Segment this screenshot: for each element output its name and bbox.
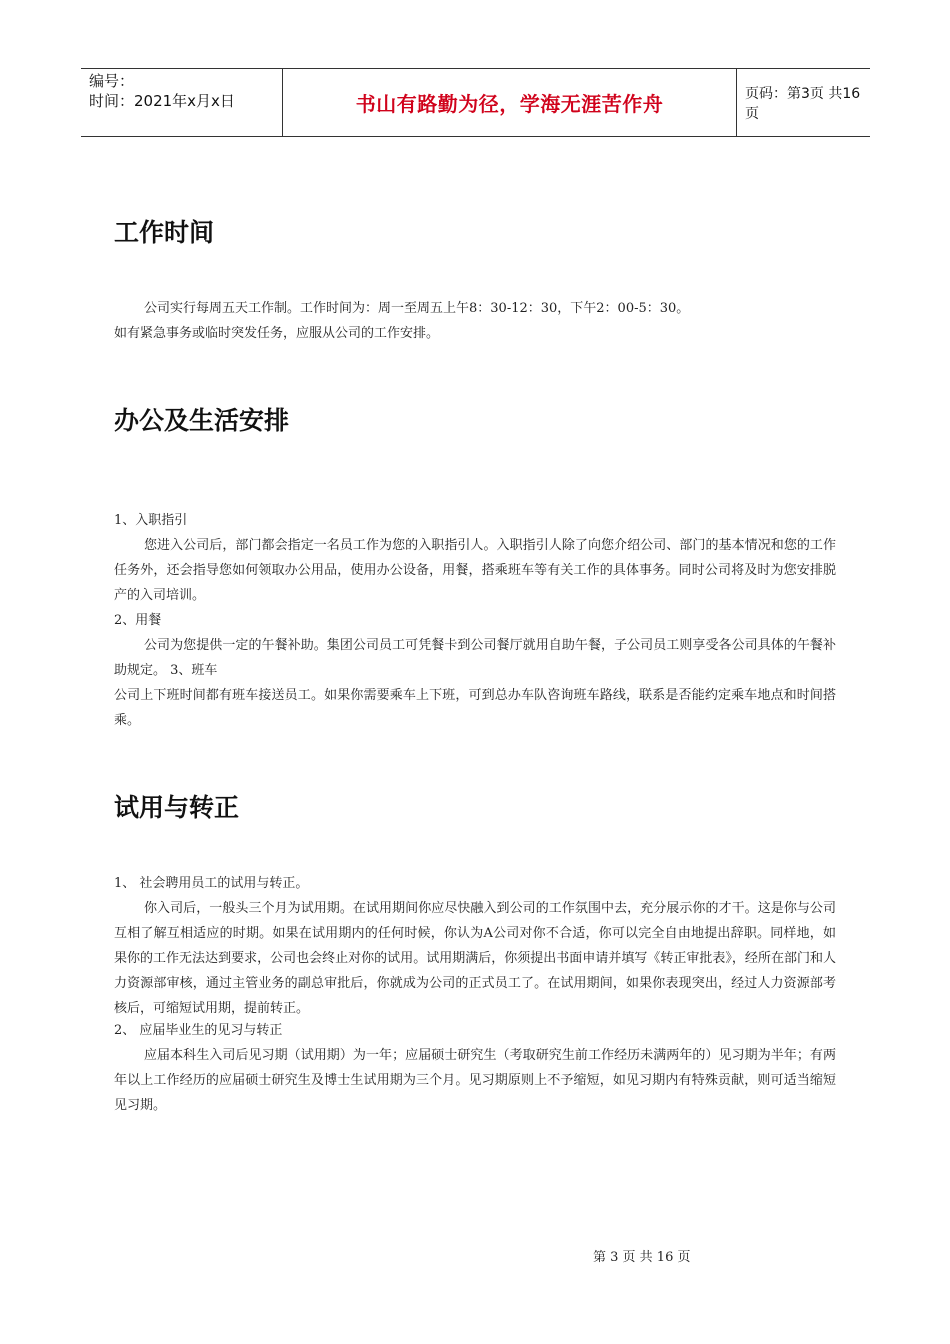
time-label: 时间：2021年x月x日 xyxy=(89,92,235,110)
office-item3-body: 公司上下班时间都有班车接送员工。如果你需要乘车上下班，可到总办车队咨询班车路线，联系是否能约定乘车地点和时间搭乘。 xyxy=(114,688,836,728)
work-time-para1: 公司实行每周五天工作制。工作时间为：周一至周五上午8：30-12：30，下午2：00-5：30。 xyxy=(144,301,690,316)
office-item1-title: 1、入职指引 xyxy=(114,513,188,528)
office-item2-body: 公司为您提供一定的午餐补助。集团公司员工可凭餐卡到公司餐厅就用自助午餐，子公司员工则享受各公司具体的午餐补助规定。 3、班车 xyxy=(114,638,836,678)
section-title-office-life: 办公及生活安排 xyxy=(114,406,290,435)
probation-item1-title: 1、 社会聘用员工的试用与转正。 xyxy=(114,876,309,891)
header-page-info: 页码：第3页 共16页 xyxy=(745,85,861,122)
header-meta xyxy=(81,69,282,136)
probation-item2-body: 应届本科生入司后见习期（试用期）为一年；应届硕士研究生（考取研究生前工作经历未满两年的）见习期为半年；有两年以上工作经历的应届硕士研究生及博士生试用期为三个月。见习期原则上不予缩短，如见习期内有特殊贡献，则可适当缩短见习期。 xyxy=(114,1048,836,1113)
office-item2-title: 2、用餐 xyxy=(114,613,162,628)
work-time-para2: 如有紧急事务或临时突发任务，应服从公司的工作安排。 xyxy=(114,326,440,341)
section-title-work-time: 工作时间 xyxy=(114,218,215,247)
number-label: 编号： xyxy=(89,72,135,90)
probation-item2-title: 2、 应届毕业生的见习与转正 xyxy=(114,1023,283,1038)
page-header xyxy=(81,68,870,137)
section-title-probation: 试用与转正 xyxy=(114,793,240,822)
probation-item1-body: 你入司后，一般头三个月为试用期。在试用期间你应尽快融入到公司的工作氛围中去，充分展示你的才干。这是你与公司互相了解互相适应的时期。如果在试用期内的任何时候，你认为A公司对你不合适，你可以完全自由地提出辞职。同样地，如果你的工作无法达到要求，公司也会终止对你的试用。试用期满后，你须提出书面申请并填写《转正审批表》，经所在部门和人力资源部审核，通过主管业务的副总审批后，你就成为公司的正式员工了。在试用期间，如果你表现突出，经过人力资源部考核后，可缩短试用期，提前转正。 xyxy=(114,901,836,1016)
footer-page-number: 第 3 页 共 16 页 xyxy=(593,1250,691,1265)
office-item1-body: 您进入公司后，部门都会指定一名员工作为您的入职指引人。入职指引人除了向您介绍公司、部门的基本情况和您的工作任务外，还会指导您如何领取办公用品，使用办公设备，用餐，搭乘班车等有关工作的具体事务。同时公司将及时为您安排脱产的入司培训。 xyxy=(114,538,836,603)
header-motto-cell xyxy=(282,69,737,136)
header-motto: 书山有路勤为径，学海无涯苦作舟 xyxy=(355,92,664,116)
